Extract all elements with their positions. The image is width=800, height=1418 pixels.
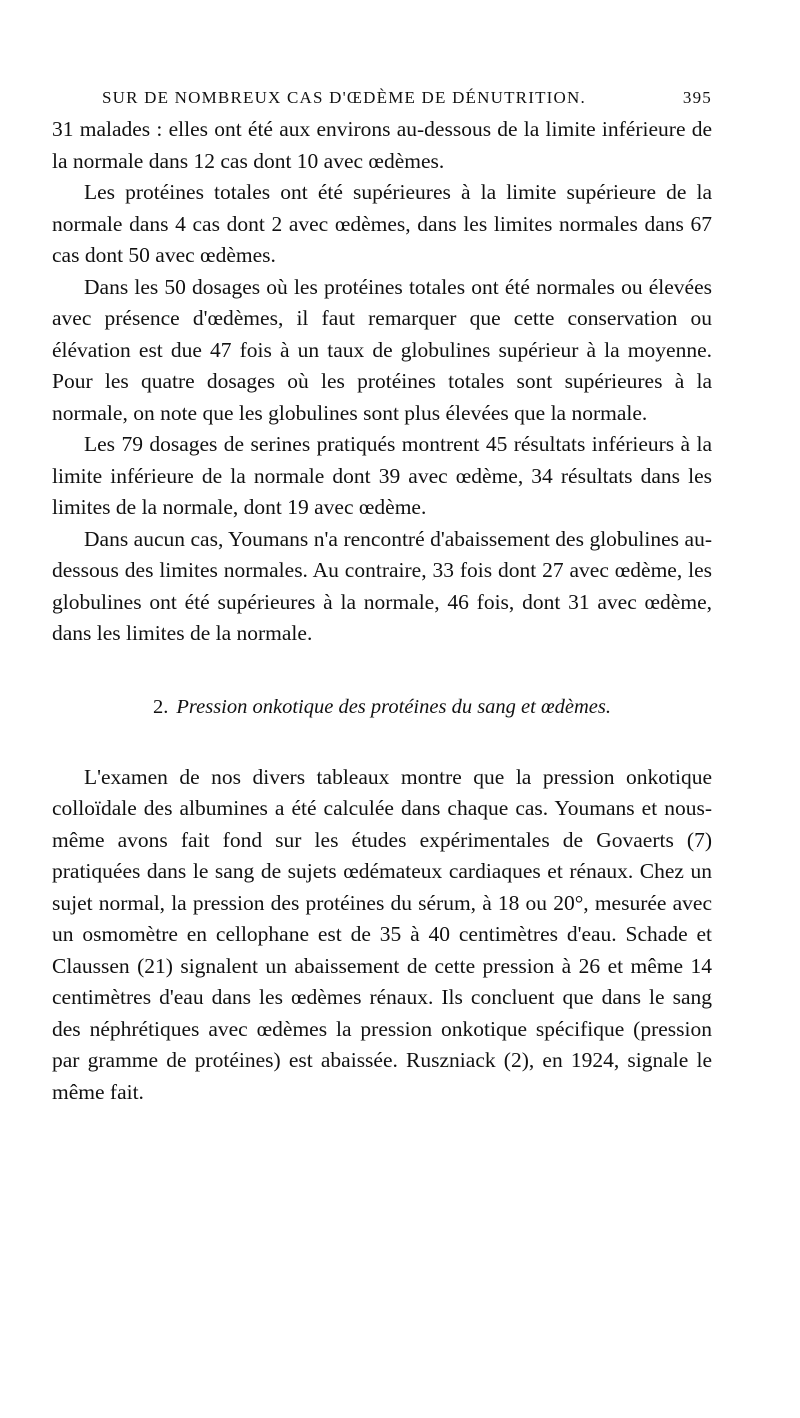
- paragraph-5: Dans aucun cas, Youmans n'a rencontré d'abaissement des globulines au-dessous des limites normales. Au contraire, 33 fois dont 27 avec œdème, les globulines ont été supérieures à la normale, 46 fois, dont 31 avec œdème, dans les limites de la normale.: [52, 526, 712, 645]
- section-number: 2.: [153, 695, 169, 718]
- paragraph-6: L'examen de nos divers tableaux montre que la pression onkotique colloïdale des albumines a été calculée dans chaque cas. Youmans et nous-même avons fait fond sur les études expérimentales de Govaerts (7) pratiquées dans le sang de sujets œdémateux cardiaques et rénaux. Chez un sujet normal, la pression des protéines du sérum, à 18 ou 20°, mesurée avec un osmomètre en cellophane est de 35 à 40 centimètres d'eau. Schade et Claussen (21) signalent un abaissement de cette pression à 26 et même 14 centimètres d'eau dans les œdèmes rénaux. Ils concluent que dans le sang des néphrétiques avec œdèmes la pression onkotique spécifique (pression par gramme de protéines) est abaissée. Ruszniack (2), en 1924, signale le même fait.: [52, 764, 712, 1104]
- page-number: 395: [682, 88, 712, 107]
- running-title: SUR DE NOMBREUX CAS D'ŒDÈME DE DÉNUTRITION.: [102, 88, 586, 107]
- section-title: Pression onkotique des protéines du sang et œdèmes.: [176, 695, 611, 718]
- document-page: [52, 88, 712, 1108]
- paragraph-2: Les protéines totales ont été supérieures à la limite supérieure de la normale dans 4 cas dont 2 avec œdèmes, dans les limites normales dans 67 cas dont 50 avec œdèmes.: [52, 180, 712, 267]
- section-heading: [52, 692, 712, 722]
- paragraph-4: Les 79 dosages de serines pratiqués montrent 45 résultats inférieurs à la limite inférieure de la normale dont 39 avec œdème, 34 résultats dans les limites de la normale, dont 19 avec œdème.: [52, 432, 712, 519]
- paragraph-1: 31 malades : elles ont été aux environs au-dessous de la limite inférieure de la normale dans 12 cas dont 10 avec œdèmes.: [52, 117, 712, 173]
- running-header: [102, 88, 712, 108]
- paragraph-3: Dans les 50 dosages où les protéines totales ont été normales ou élevées avec présence d'œdèmes, il faut remarquer que cette conservation ou élévation est due 47 fois à un taux de globulines supérieur à la moyenne. Pour les quatre dosages où les protéines totales sont supérieures à la normale, on note que les globulines sont plus élevées que la normale.: [52, 274, 712, 425]
